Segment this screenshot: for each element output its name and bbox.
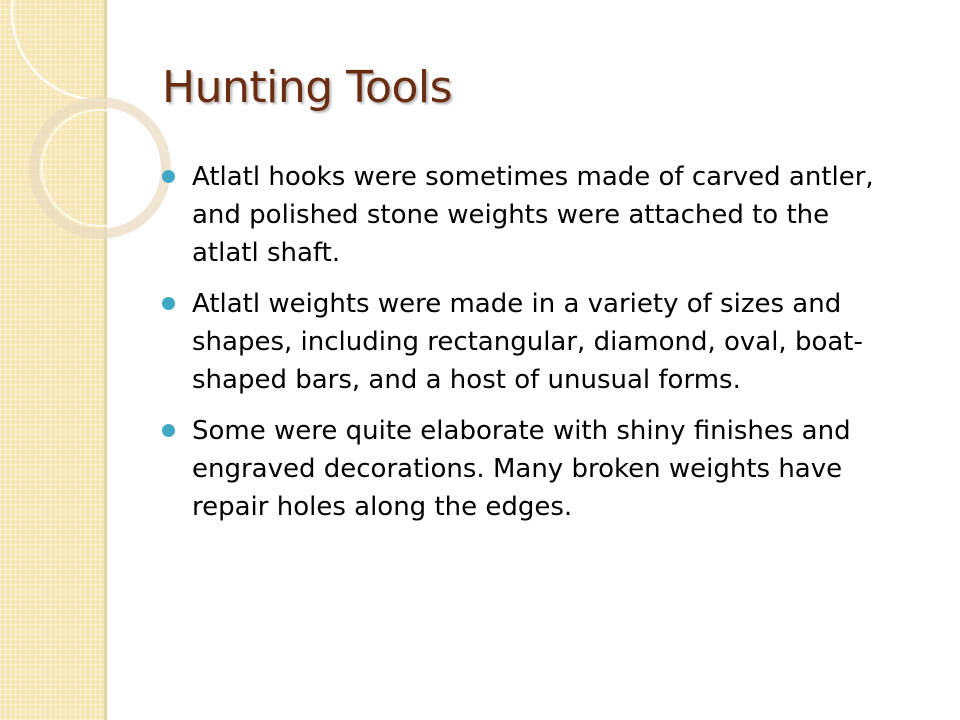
bullet-text: Atlatl hooks were sometimes made of carved antler, and polished stone weights were attached to the atlatl shaft. [192,162,874,268]
bullet-text: Atlatl weights were made in a variety of sizes and shapes, including rectangular, diamond, oval, boat-shaped bars, and a host of unusual forms. [192,289,863,395]
decorative-circle-ring [34,102,166,234]
bullet-marker-icon [162,424,175,437]
bullet-list [162,158,902,539]
slide-title: Hunting Tools [162,62,453,113]
bullet-item [162,285,902,399]
bullet-marker-icon [162,297,175,310]
bullet-marker-icon [162,170,175,183]
decorative-circle-inner [42,110,158,226]
bullet-item [162,158,902,272]
bullet-text: Some were quite elaborate with shiny finishes and engraved decorations. Many broken weights have repair holes along the edges. [192,416,851,522]
bullet-item [162,412,902,526]
